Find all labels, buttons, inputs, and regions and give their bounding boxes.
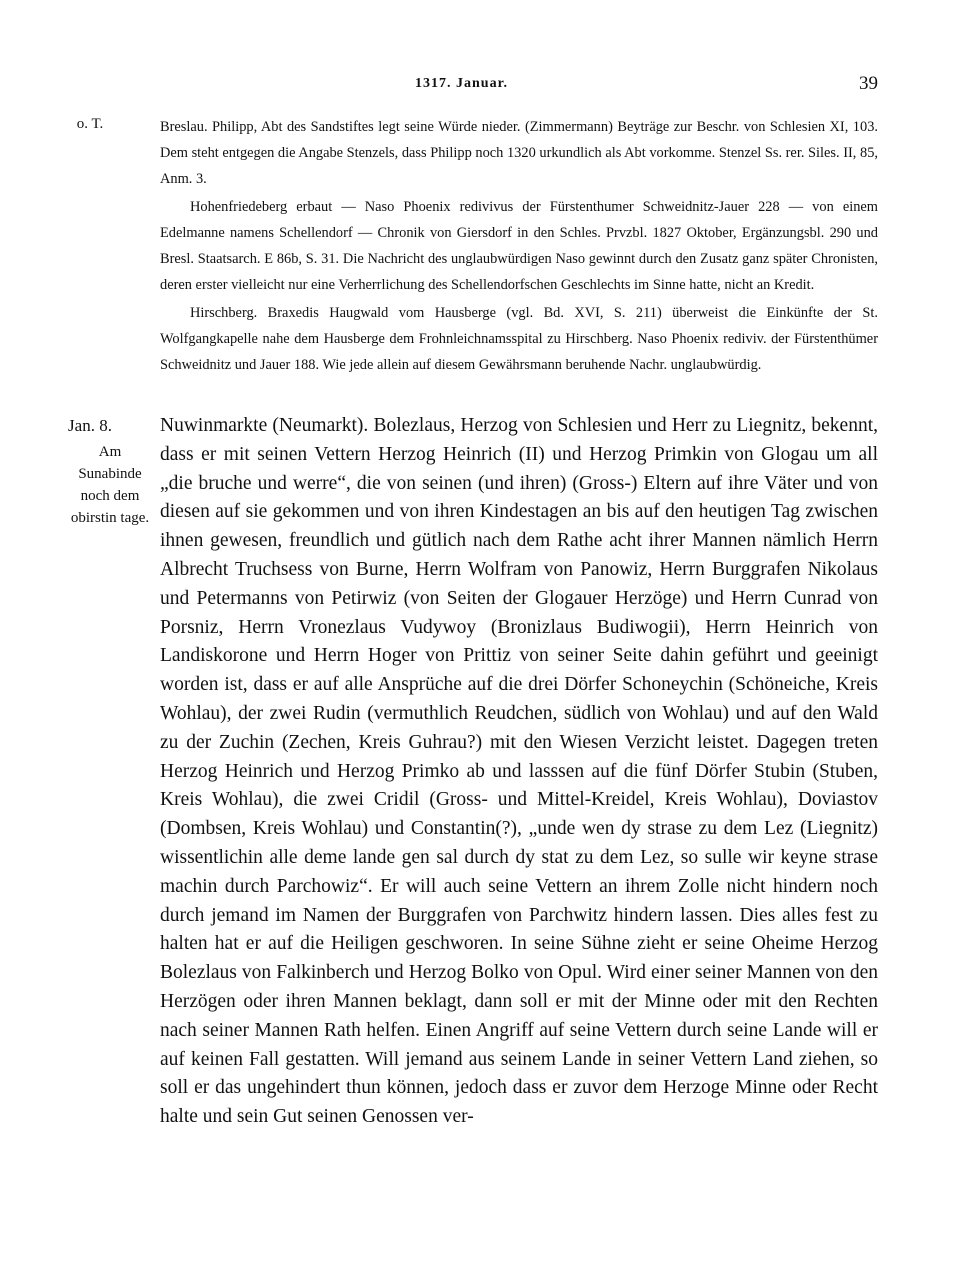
margin-note-line: noch dem — [80, 488, 140, 504]
margin-note-line: obirstin tage. — [70, 510, 150, 526]
margin-note — [60, 441, 160, 529]
page-number: 39 — [859, 73, 878, 94]
entry-text — [160, 114, 878, 378]
paragraph: Breslau. Philipp, Abt des Sandstiftes legt seine Würde nieder. (Zimmermann) Beyträge zur Beschr. von Schlesien XI, 103. Dem steht entgegen die Angabe Stenzels, dass Philipp noch 1320 urkundlich als Abt vorkomme. Stenzel Ss. rer. Siles. II, 85, Anm. 3. — [160, 119, 878, 187]
paragraph: Hirschberg. Braxedis Haugwald vom Hausberge (vgl. Bd. XVI, S. 211) überweist die Einkünfte der St. Wolfgangkapelle nahe dem Hausberge dem Frohnleichnamsspital zu Hirschberg. Naso Phoenix rediviv. der Fürstenthümer Schweidnitz und Jauer 188. Wie jede allein auf diesem Gewährsmann beruhende Nachr. unglaubwürdig. — [160, 305, 878, 373]
margin-note-line: Sunabinde — [78, 466, 142, 482]
entry-text — [160, 412, 878, 1132]
running-head: 1317. Januar. — [415, 76, 509, 91]
paragraph: Hohenfriedeberg erbaut — Naso Phoenix redivivus der Fürstenthumer Schweidnitz-Jauer 228 — von einem Edelmanne namens Schellendorf — Chronik von Giersdorf in den Schles. Prvzbl. 1827 Oktober, Ergänzungsbl. 290 und Bresl. Staatsarch. E 86b, S. 31. Die Nachricht des unglaubwürdigen Naso gewinnt durch den Zusatz ganz später Chronisten, deren erster vielleicht nur eine Verherrlichung des Schellendorfschen Geschlechts im Sinne hatte, nicht an Kredit. — [160, 199, 878, 293]
paragraph: Nuwinmarkte (Neumarkt). Bolezlaus, Herzog von Schlesien und Herr zu Liegnitz, bekennt, dass er mit seinen Vettern Herzog Heinrich (II) und Herzog Primkin von Glogau um all „die bruche und werre“, die von seinen (und ihren) (Gross-) Eltern auf ihre Väter und von diesen auf sie gekommen und von ihren Kindestagen an bis auf den heutigen Tag zwischen ihnen gewesen, freundlich und gütlich nach dem Rathe acht ihrer Mannen nämlich Herrn Albrecht Truchsess von Burne, Herrn Wolfram von Panowiz, Herrn Burggrafen Nikolaus und Petermanns von Petirwiz (von Seiten der Glogauer Herzöge) und Herrn Cunrad von Porsniz, Herrn Vronezlaus Vudywoy (Bronizlaus Budiwogii), Herrn Heinrich von Landiskorone und Herrn Hoger von Prittiz von seiner Seite dahin geführt und geeinigt worden ist, dass er auf alle Ansprüche auf die drei Dörfer Schoneychin (Schöneiche, Kreis Wohlau), der zwei Rudin (vermuthlich Reudchen, südlich von Wohlau) und auf den Wald zu der Zuchin (Zechen, Kreis Guhrau?) mit den Wiesen Verzicht leistet. Dagegen treten Herzog Heinrich und Herzog Primko ab und lasssen auf die fünf Dörfer Stubin (Stuben, Kreis Wohlau), die zwei Cridil (Gross- und Mittel-Kreidel, Kreis Wohlau), Doviastov (Dombsen, Kreis Wohlau) und Constantin(?), „unde wen dy strase zu dem Lez (Liegnitz) wissentlichin alle deme lande gen sal durch dy stat zu dem Lez, so sulle wir keyne strase machin durch Parchowiz“. Er will auch seine Vettern an ihrem Zolle nicht hindern noch durch jemand im Namen der Burggrafen von Parchwitz hindern lassen. Dies alles fest zu halten hat er auf die Heiligen geschworen. In seine Sühne zieht er seine Oheime Herzog Bolezlaus von Falkinberch und Herzog Bolko von Opul. Wird einer seiner Mannen von den Herzögen oder ihren Mannen beklagt, dann soll er mit der Minne oder mit den Rechten nach seiner Mannen Rath helfen. Einen Angriff auf seine Vettern durch seine Lande will er auf keinen Fall gestatten. Will jemand aus seinem Lande in seiner Vettern Land ziehen, so soll er das ungehindert thun können, jedoch dass er zuvor dem Herzoge Minne oder Recht halte und sein Gut seinen Genossen ver- — [160, 415, 878, 1128]
margin-date: Jan. 8. — [68, 416, 112, 435]
margin-note-line: Am — [98, 444, 122, 460]
page-header — [0, 73, 960, 100]
margin-date: o. T. — [76, 116, 104, 132]
